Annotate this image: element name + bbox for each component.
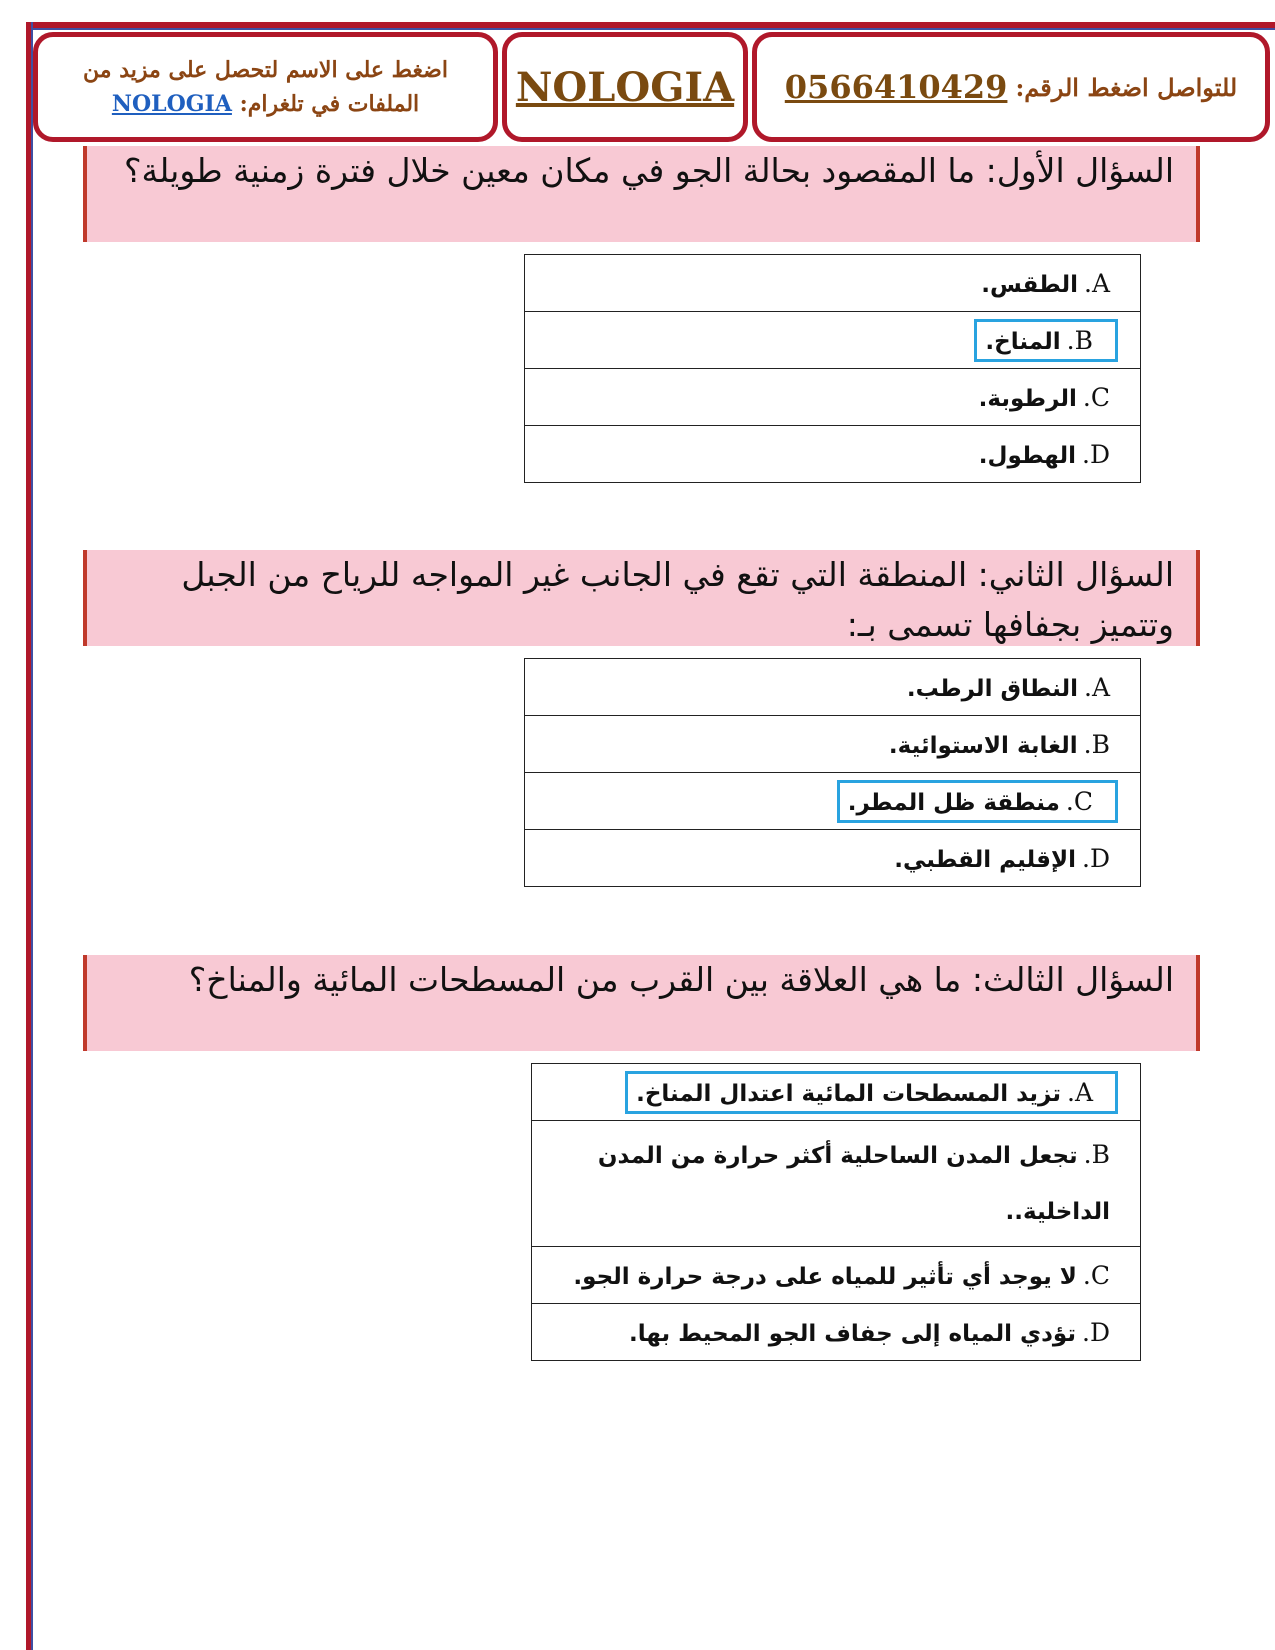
question-2-text: السؤال الثاني: المنطقة التي تقع في الجانب غير المواجه للرياح من الجبل وتتميز بجفافها تسمى بـ: [181, 555, 1174, 644]
option-2c-selected[interactable]: C.منطقة ظل المطر. [837, 780, 1118, 823]
option-3a-selected[interactable]: A.تزيد المسطحات المائية اعتدال المناخ. [625, 1071, 1118, 1114]
question-3 [83, 955, 1200, 1051]
page-border-top [26, 22, 1275, 30]
option-3d[interactable]: D.تؤدي المياه إلى جفاف الجو المحيط بها. [628, 1317, 1110, 1347]
question-1 [83, 146, 1200, 242]
telegram-prompt-line1: اضغط على الاسم لتحصل على مزيد من [83, 57, 448, 83]
brand-title: NOLOGIA [515, 63, 735, 111]
telegram-prompt-line2 [112, 87, 419, 121]
option-1d[interactable]: D.الهطول. [978, 439, 1110, 469]
option-row[interactable] [525, 659, 1141, 716]
page-border-left [26, 22, 33, 1650]
question-2 [83, 550, 1200, 646]
contact-label: للتواصل اضغط الرقم: [1015, 72, 1238, 102]
question-1-text: السؤال الأول: ما المقصود بحالة الجو في مكان معين خلال فترة زمنية طويلة؟ [124, 151, 1174, 190]
option-row[interactable] [525, 773, 1141, 830]
option-row[interactable] [525, 830, 1141, 887]
option-row[interactable] [525, 312, 1141, 369]
option-2b[interactable]: B.الغابة الاستوائية. [888, 729, 1110, 759]
telegram-link[interactable]: NOLOGIA [111, 91, 232, 117]
brand-box [502, 32, 748, 142]
telegram-link-box[interactable] [33, 32, 498, 142]
option-3b[interactable]: B.تجعل المدن الساحلية أكثر حرارة من المدن الداخلية.. [597, 1140, 1110, 1225]
contact-box[interactable] [752, 32, 1270, 142]
option-row[interactable] [525, 369, 1141, 426]
option-row[interactable] [532, 1064, 1141, 1121]
option-2d[interactable]: D.الإقليم القطبي. [894, 843, 1110, 873]
question-3-options [531, 1063, 1141, 1361]
option-row[interactable] [532, 1304, 1141, 1361]
option-2a[interactable]: A.النطاق الرطب. [906, 672, 1110, 702]
option-row[interactable] [525, 426, 1141, 483]
question-3-text: السؤال الثالث: ما هي العلاقة بين القرب من المسطحات المائية والمناخ؟ [188, 960, 1174, 999]
option-3c[interactable]: C.لا يوجد أي تأثير للمياه على درجة حرارة الجو. [573, 1260, 1110, 1290]
question-1-options [524, 254, 1141, 483]
contact-phone-link[interactable]: 0566410429 [784, 68, 1008, 106]
question-2-options [524, 658, 1141, 887]
option-1a[interactable]: A.الطقس. [981, 268, 1110, 298]
telegram-prompt-prefix: الملفات في تلغرام: [239, 91, 420, 117]
option-row[interactable] [532, 1247, 1141, 1304]
option-row[interactable] [525, 716, 1141, 773]
option-1b-selected[interactable]: B.المناخ. [974, 319, 1118, 362]
contact-line [785, 68, 1237, 106]
option-row[interactable] [532, 1121, 1141, 1247]
option-1c[interactable]: C.الرطوبة. [978, 382, 1110, 412]
option-row[interactable] [525, 255, 1141, 312]
